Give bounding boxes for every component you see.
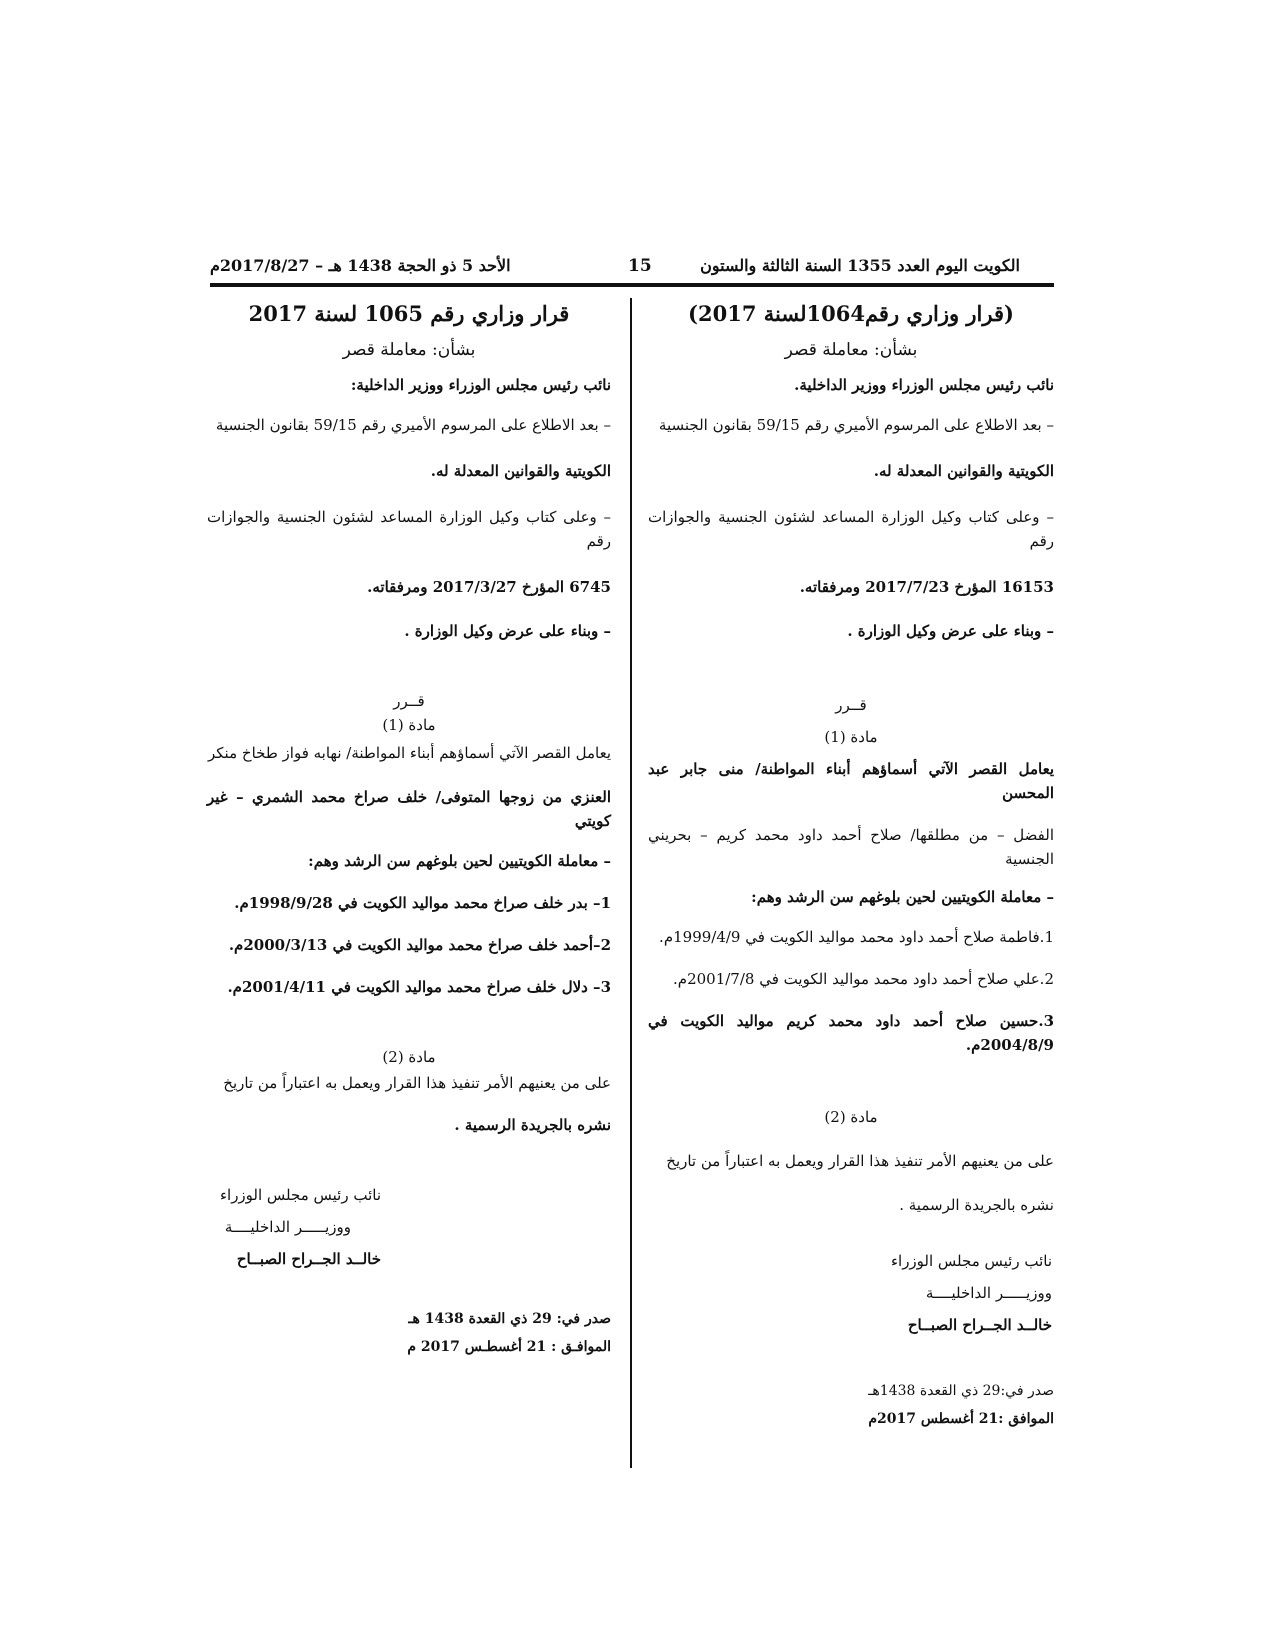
article-text: على من يعنيهم الأمر تنفيذ هذا القرار ويعمل به اعتباراً من تاريخ [223, 1074, 611, 1092]
signatory-title: ووزيـــــر الداخليــــة [925, 1284, 1052, 1302]
article-heading: مادة (2) [382, 1048, 436, 1066]
preamble-line: – وعلى كتاب وكيل الوزارة المساعد لشئون الجنسية والجوازات رقم [207, 508, 611, 550]
gazette-issue-info: الكويت اليوم العدد 1355 السنة الثالثة والستون [700, 256, 1020, 275]
article-text: – معاملة الكويتيين لحين بلوغهم سن الرشد وهم: [308, 852, 611, 870]
article-heading: مادة (1) [824, 728, 878, 746]
minor-entry: 3– دلال خلف صراخ محمد مواليد الكويت في 2001/4/11م. [227, 978, 611, 996]
decision-1065 [207, 295, 611, 1361]
preamble-line: – وبناء على عرض وكيل الوزارة . [404, 622, 611, 640]
article-text: العنزي من زوجها المتوفى/ خلف صراخ محمد الشمري – غير كويتي [207, 788, 611, 830]
article-text: الفضل – من مطلقها/ صلاح أحمد داود محمد كريم – بحريني الجنسية [648, 826, 1054, 868]
preamble-line: 6745 المؤرخ 2017/3/27 ومرفقاته. [367, 578, 611, 596]
article-text: يعامل القصر الآتي أسماؤهم أبناء المواطنة/ منى جابر عبد المحسن [648, 760, 1054, 802]
minor-entry: 2.علي صلاح أحمد داود محمد مواليد الكويت في 2001/7/8م. [673, 970, 1054, 988]
decision-subject: بشأن: معاملة قصر [342, 340, 476, 360]
signatory-name: خالــد الجــراح الصبــاح [907, 1316, 1052, 1334]
issue-date-block [207, 1305, 611, 1361]
preamble-line: 16153 المؤرخ 2017/7/23 ومرفقاته. [799, 578, 1054, 596]
decision-title: قرار وزاري رقم 1065 لسنة 2017 [248, 301, 570, 326]
article-text: على من يعنيهم الأمر تنفيذ هذا القرار ويعمل به اعتباراً من تاريخ [666, 1152, 1054, 1170]
decided-heading: قــرر [393, 692, 425, 710]
article-text: نشره بالجريدة الرسمية . [899, 1196, 1054, 1214]
issuing-authority: نائب رئيس مجلس الوزراء ووزير الداخلية: [350, 376, 611, 394]
issue-date: صدر في:29 ذي القعدة 1438هـ [868, 1383, 1054, 1399]
decided-heading: قــرر [835, 696, 867, 714]
column-divider [630, 298, 632, 1468]
signatory-title: نائب رئيس مجلس الوزراء [890, 1252, 1052, 1270]
issue-date-block [648, 1377, 1054, 1433]
issue-date: صدر في: 29 ذي القعدة 1438 هـ [408, 1311, 611, 1327]
preamble-line: – بعد الاطلاع على المرسوم الأميري رقم 59/15 بقانون الجنسية [215, 416, 611, 434]
decision-title: (قرار وزاري رقم1064لسنة 2017) [688, 301, 1014, 326]
article-heading: مادة (2) [824, 1108, 878, 1126]
minor-entry: 1.فاطمة صلاح أحمد داود محمد مواليد الكويت في 1999/4/9م. [659, 928, 1054, 946]
minor-entry: 1– بدر خلف صراخ محمد مواليد الكويت في 1998/9/28م. [234, 894, 611, 912]
signature-block [862, 1245, 1052, 1341]
preamble-line: الكويتية والقوانين المعدلة له. [430, 462, 611, 480]
signature-block [201, 1179, 381, 1275]
decision-subject: بشأن: معاملة قصر [784, 340, 918, 360]
header-divider [210, 283, 1054, 287]
article-heading: مادة (1) [382, 716, 436, 734]
gregorian-date: الموافق :21 أغسطس 2017م [868, 1411, 1054, 1427]
minor-entry: 2–أحمد خلف صراخ محمد مواليد الكويت في 2000/3/13م. [228, 936, 611, 954]
signatory-title: نائب رئيس مجلس الوزراء [219, 1186, 381, 1204]
preamble-line: – وعلى كتاب وكيل الوزارة المساعد لشئون الجنسية والجوازات رقم [648, 508, 1054, 550]
signatory-name: خالــد الجــراح الصبــاح [236, 1250, 381, 1268]
signatory-title: ووزيـــــر الداخليــــة [224, 1218, 351, 1236]
header-date: الأحد 5 ذو الحجة 1438 هـ – 2017/8/27م [210, 256, 511, 275]
page-number: 15 [628, 256, 652, 276]
preamble-line: – بعد الاطلاع على المرسوم الأميري رقم 59/15 بقانون الجنسية [658, 416, 1054, 434]
decision-1064 [648, 295, 1054, 1433]
minor-entry: 3.حسين صلاح أحمد داود محمد كريم مواليد الكويت في 2004/8/9م. [648, 1012, 1054, 1054]
preamble-line: – وبناء على عرض وكيل الوزارة . [847, 622, 1054, 640]
preamble-line: الكويتية والقوانين المعدلة له. [873, 462, 1054, 480]
gregorian-date: الموافـق : 21 أغسطـس 2017 م [407, 1339, 611, 1355]
article-text: – معاملة الكويتيين لحين بلوغهم سن الرشد وهم: [751, 888, 1054, 906]
article-text: نشره بالجريدة الرسمية . [454, 1116, 611, 1134]
article-text: يعامل القصر الآتي أسماؤهم أبناء المواطنة/ نهابه فواز طخاخ منكر [208, 744, 611, 762]
issuing-authority: نائب رئيس مجلس الوزراء ووزير الداخلية. [794, 376, 1054, 394]
